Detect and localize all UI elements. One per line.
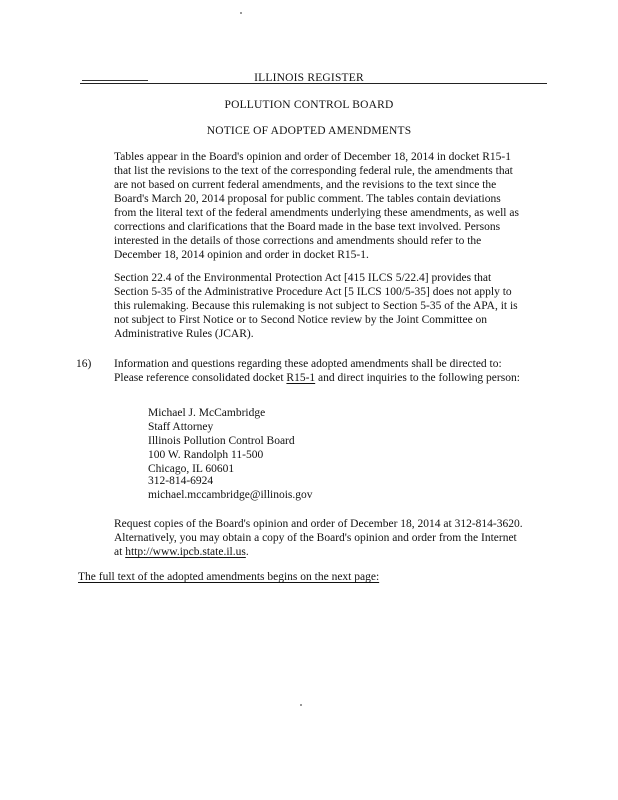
paragraph-line: Request copies of the Board's opinion and order of December 18, 2014 at 312-814-3620. <box>114 518 523 530</box>
contact-name: Michael J. McCambridge <box>148 407 266 419</box>
notice-title: NOTICE OF ADOPTED AMENDMENTS <box>206 125 412 137</box>
paragraph-line: from the literal text of the federal amendments underlying these amendments, as well as <box>114 207 519 219</box>
contact-address: 100 W. Randolph 11-500 <box>148 449 264 461</box>
link-text-before: at <box>114 546 126 558</box>
header-rule <box>80 83 547 84</box>
docket-text-before: Please reference consolidated docket <box>114 372 287 384</box>
paragraph-line: are not based on current federal amendments, and the revisions to the text since the <box>114 179 497 191</box>
paragraph-line: Section 22.4 of the Environmental Protection Act [415 ILCS 5/22.4] provides that <box>114 272 492 284</box>
scan-speck <box>240 12 242 14</box>
paragraph-line: corrections and clarifications that the Board made in the base text involved. Persons <box>114 221 501 233</box>
link-text-after: . <box>245 546 249 558</box>
paragraph-section-22-4 <box>114 271 546 341</box>
paragraph-line: interested in the details of those corrections and amendments should refer to the <box>114 235 482 247</box>
paragraph-request-copies <box>114 517 546 559</box>
paragraph-line: Alternatively, you may obtain a copy of the Board's opinion and order from the Internet <box>114 532 517 544</box>
paragraph-line: December 18, 2014 opinion and order in docket R15-1. <box>114 249 369 261</box>
item-number: 16) <box>76 358 92 370</box>
board-title: POLLUTION CONTROL BOARD <box>224 99 394 111</box>
paragraph-inquiries <box>114 357 546 385</box>
docket-text-after: and direct inquiries to the following person: <box>315 372 520 384</box>
paragraph-line: Section 5-35 of the Administrative Procedure Act [5 ILCS 100/5-35] does not apply to <box>114 286 512 298</box>
paragraph-tables <box>114 150 546 262</box>
paragraph-line: Board's March 20, 2014 proposal for public comment. The tables contain deviations <box>114 193 501 205</box>
closing-statement: The full text of the adopted amendments begins on the next page: <box>78 571 380 583</box>
contact-organization: Illinois Pollution Control Board <box>148 435 295 447</box>
contact-city: Chicago, IL 60601 <box>148 463 235 475</box>
paragraph-line: this rulemaking. Because this rulemaking is not subject to Section 5-35 of the APA, it is <box>114 300 518 312</box>
paragraph-line: not subject to First Notice or to Second Notice review by the Joint Committee on <box>114 314 488 326</box>
paragraph-line: that list the revisions to the text of the corresponding federal rule, the amendments that <box>114 165 513 177</box>
paragraph-line <box>114 545 546 559</box>
register-title: ILLINOIS REGISTER <box>254 72 364 84</box>
contact-phone: 312-814-6924 <box>148 475 214 487</box>
ipcb-website-link[interactable]: http://www.ipcb.state.il.us <box>125 546 246 558</box>
paragraph-line: Administrative Rules (JCAR). <box>114 328 254 340</box>
contact-block <box>148 406 295 476</box>
docket-reference: R15-1 <box>286 372 316 384</box>
contact-title: Staff Attorney <box>148 421 214 433</box>
contact-details <box>148 474 313 502</box>
paragraph-line: Information and questions regarding these adopted amendments shall be directed to: <box>114 358 502 370</box>
paragraph-line <box>114 371 546 385</box>
paragraph-line: Tables appear in the Board's opinion and order of December 18, 2014 in docket R15-1 <box>114 151 511 163</box>
contact-email: michael.mccambridge@illinois.gov <box>148 489 313 501</box>
scan-speck <box>300 704 302 706</box>
